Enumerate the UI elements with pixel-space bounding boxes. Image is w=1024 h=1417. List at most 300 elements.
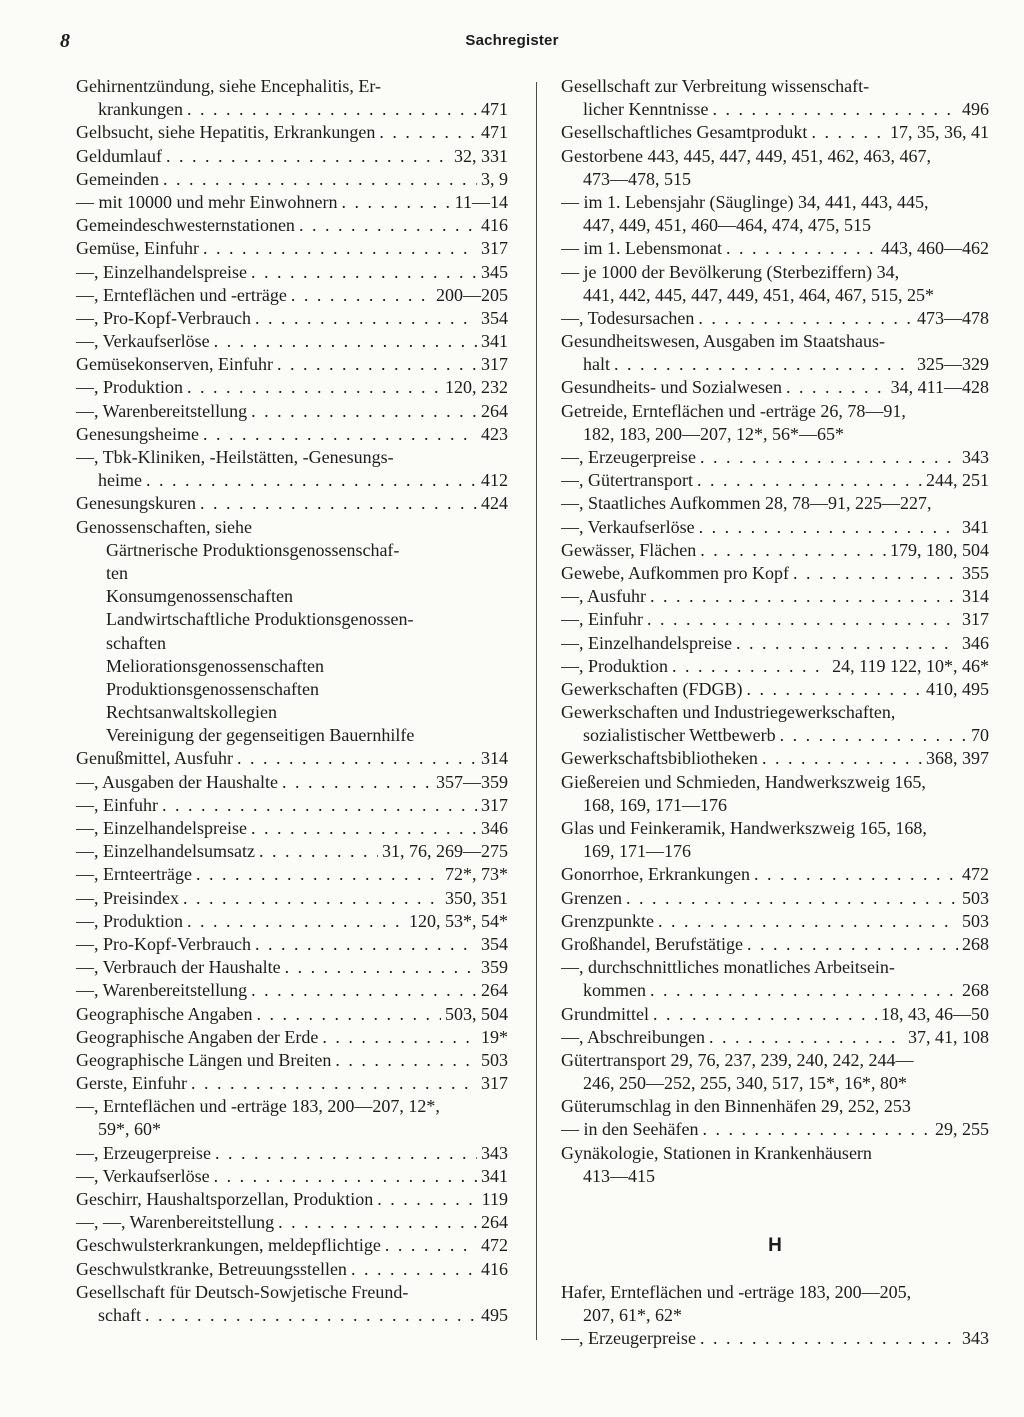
index-entry-line [561, 353, 989, 376]
dot-leader [379, 121, 477, 144]
index-entry-line [76, 1211, 508, 1234]
page-reference: 264 [481, 980, 508, 1001]
page-reference: 268 [962, 980, 989, 1001]
index-entry-line [561, 1003, 989, 1026]
index-entry-line: Glas und Feinkeramik, Handwerkszweig 165, 168, [561, 818, 927, 838]
blank-line [561, 1211, 989, 1234]
index-entry-line [76, 1003, 508, 1026]
dot-leader [377, 1188, 477, 1211]
index-entry-line: 168, 169, 171—176 [583, 794, 727, 815]
blank-line [561, 1258, 989, 1281]
index-entry-line: 59*, 60* [98, 1119, 161, 1140]
running-head: Sachregister [465, 32, 559, 49]
dot-leader [200, 492, 477, 515]
dot-leader [698, 307, 913, 330]
dot-leader [255, 307, 477, 330]
page-reference: 70 [971, 725, 989, 746]
dot-leader [672, 655, 828, 678]
index-entry-line: Gewerkschaften und Industriegewerkschaften, [561, 702, 896, 723]
index-entry-line: Gynäkologie, Stationen in Krankenhäusern [561, 1142, 872, 1163]
entry-term: Genesungskuren [76, 493, 196, 514]
page-reference: 32, 331 [454, 145, 508, 166]
page-reference: 200—205 [436, 284, 508, 305]
entry-term: Gesundheits- und Sozialwesen [561, 377, 782, 398]
dot-leader [341, 191, 450, 214]
page-reference: 341 [481, 331, 508, 352]
dot-leader [793, 562, 958, 585]
index-entry-line: 169, 171—176 [583, 841, 691, 862]
blank-line [561, 1188, 989, 1211]
page-reference: 359 [481, 957, 508, 978]
index-entry-line [76, 353, 508, 376]
index-entry-line [76, 400, 508, 423]
dot-leader [214, 330, 477, 353]
dot-leader [699, 516, 958, 539]
entry-term: Gonorrhoe, Erkrankungen [561, 864, 750, 885]
index-entry-line [561, 910, 989, 933]
dot-leader [322, 1026, 477, 1049]
index-entry-line: 413—415 [583, 1165, 655, 1186]
entry-term: —, Ausgaben der Haushalte [76, 771, 278, 792]
dot-leader [736, 632, 958, 655]
entry-term: Gesellschaftliches Gesamtprodukt [561, 122, 808, 143]
entry-term: Gemüsekonserven, Einfuhr [76, 354, 273, 375]
page-reference: 424 [481, 493, 508, 514]
index-entry-line: 246, 250—252, 255, 340, 517, 15*, 16*, 80* [583, 1073, 907, 1094]
index-entry-line: —, Ernteflächen und -erträge 183, 200—207, 12*, [76, 1096, 440, 1117]
dot-leader [811, 121, 886, 144]
entry-term: halt [583, 354, 610, 375]
entry-term: —, Ernteerträge [76, 864, 192, 885]
page-reference: 264 [481, 400, 508, 421]
index-entry-line: 441, 442, 445, 447, 449, 451, 464, 467, 515, 25* [583, 284, 934, 305]
entry-term: Geschwulstkranke, Betreuungsstellen [76, 1258, 347, 1279]
entry-term: Grenzpunkte [561, 910, 654, 931]
page-reference: 244, 251 [926, 470, 989, 491]
index-entry-line [76, 284, 508, 307]
index-entry-line [76, 747, 508, 770]
dot-leader [183, 887, 441, 910]
dot-leader [700, 539, 886, 562]
page-reference: 471 [481, 122, 508, 143]
entry-term: Gelbsucht, siehe Hepatitis, Erkrankungen [76, 122, 376, 143]
page-reference: 179, 180, 504 [890, 539, 989, 560]
entry-term: sozialistischer Wettbewerb [583, 725, 776, 746]
page-reference: 314 [962, 586, 989, 607]
dot-leader [237, 747, 477, 770]
entry-term: —, Einzelhandelspreise [76, 818, 247, 838]
page-reference: 471 [481, 99, 508, 120]
dot-leader [251, 261, 477, 284]
entry-term: —, Produktion [76, 910, 184, 931]
dot-leader [650, 585, 958, 608]
dot-leader [282, 771, 432, 794]
dot-leader [702, 1118, 931, 1141]
index-entry-line [76, 956, 508, 979]
index-entry-line: — je 1000 der Bevölkerung (Sterbeziffern) 34, [561, 261, 900, 282]
entry-term: —, Verkaufserlöse [561, 516, 695, 537]
dot-leader [163, 168, 477, 191]
index-entry-line: Landwirtschaftliche Produktionsgenossen- [106, 609, 414, 630]
dot-leader [251, 817, 477, 840]
page-reference: 343 [962, 1328, 989, 1349]
dot-leader [196, 863, 441, 886]
page-reference: 24, 119 122, 10*, 46* [832, 655, 989, 676]
entry-term: Genußmittel, Ausfuhr [76, 748, 233, 769]
page-reference: 11—14 [454, 191, 508, 212]
index-entry-line [561, 98, 989, 121]
page-reference: 346 [962, 632, 989, 653]
page-reference: 317 [481, 354, 508, 375]
entry-term: —, Einfuhr [76, 794, 158, 815]
index-entry-line: schaften [106, 632, 166, 653]
entry-term: —, Produktion [561, 655, 669, 676]
entry-term: Gemeindeschwesternstationen [76, 215, 295, 236]
dot-leader [747, 933, 958, 956]
dot-leader [658, 910, 958, 933]
entry-term: Geschwulsterkrankungen, meldepflichtige [76, 1235, 381, 1256]
page-number: 8 [60, 30, 70, 52]
index-entry-line [76, 933, 508, 956]
index-entry-line [76, 1304, 508, 1327]
dot-leader [162, 794, 477, 817]
entry-term: —, Einfuhr [561, 609, 643, 630]
entry-term: Geschirr, Haushaltsporzellan, Produktion [76, 1189, 374, 1209]
index-entry-line: — im 1. Lebensjahr (Säuglinge) 34, 441, 443, 445, [561, 191, 929, 212]
index-entry-line: Hafer, Ernteflächen und -erträge 183, 200—205, [561, 1281, 912, 1302]
index-entry-line [76, 1142, 508, 1165]
index-entry-line [76, 168, 508, 191]
index-entry-line: Konsumgenossenschaften [106, 586, 293, 607]
page-reference: 325—329 [917, 354, 989, 375]
dot-leader [746, 678, 922, 701]
index-entry-line [561, 632, 989, 655]
index-entry-line [76, 98, 508, 121]
page-reference: 472 [481, 1235, 508, 1256]
dot-leader [187, 376, 441, 399]
dot-leader [700, 1327, 958, 1350]
entry-term: Gewässer, Flächen [561, 539, 697, 560]
index-entry-line: Genossenschaften, siehe [76, 516, 252, 537]
page-reference: 503 [962, 910, 989, 931]
dot-leader [351, 1258, 477, 1281]
dot-leader [299, 214, 477, 237]
index-column-left [76, 75, 508, 1327]
entry-term: —, Verkaufserlöse [76, 1165, 210, 1186]
index-entry-line [76, 910, 508, 933]
dot-leader [203, 423, 477, 446]
entry-term: —, Warenbereitstellung [76, 980, 248, 1001]
index-entry-line [561, 724, 989, 747]
index-entry-line: 447, 449, 451, 460—464, 474, 475, 515 [583, 215, 871, 236]
index-entry-line [561, 446, 989, 469]
index-entry-line [76, 1188, 508, 1211]
entry-term: —, Ernteflächen und -erträge [76, 284, 287, 305]
index-entry-line [76, 261, 508, 284]
dot-leader [762, 747, 922, 770]
dot-leader [251, 979, 477, 1002]
index-entry-line [561, 469, 989, 492]
entry-term: —, Warenbereitstellung [76, 400, 248, 421]
page-reference: 317 [481, 794, 508, 815]
column-divider [536, 82, 537, 1340]
page-reference: 496 [962, 99, 989, 120]
index-entry-line [76, 863, 508, 886]
entry-term: Grundmittel [561, 1003, 649, 1024]
entry-term: heime [98, 470, 142, 491]
dot-leader [726, 237, 877, 260]
page-reference: 317 [962, 609, 989, 630]
index-entry-line [561, 863, 989, 886]
dot-leader [335, 1049, 477, 1072]
index-entry-line [76, 330, 508, 353]
index-entry-line [561, 678, 989, 701]
page-reference: 345 [481, 261, 508, 282]
index-column-right [561, 75, 989, 1350]
index-entry-line [76, 794, 508, 817]
dot-leader [278, 1211, 477, 1234]
index-entry-line [76, 145, 508, 168]
entry-term: —, —, Warenbereitstellung [76, 1212, 275, 1233]
index-entry-line [76, 1234, 508, 1257]
entry-term: kommen [583, 980, 646, 1001]
page-reference: 317 [481, 1073, 508, 1094]
dot-leader [385, 1234, 477, 1257]
index-entry-line [76, 1165, 508, 1188]
index-entry-line: —, Tbk-Kliniken, -Heilstätten, -Genesungs- [76, 447, 394, 467]
page-reference: 357—359 [436, 771, 508, 792]
entry-term: krankungen [98, 99, 183, 120]
page-reference: 341 [962, 516, 989, 537]
index-entry-line: 207, 61*, 62* [583, 1304, 682, 1325]
dot-leader [187, 98, 477, 121]
entry-term: —, Pro-Kopf-Verbrauch [76, 933, 251, 954]
entry-term: —, Verbrauch der Haushalte [76, 957, 281, 978]
index-entry-line [561, 237, 989, 260]
entry-term: —, Verkaufserlöse [76, 331, 210, 352]
page-reference: 343 [481, 1142, 508, 1163]
index-entry-line [76, 214, 508, 237]
index-entry-line: Vereinigung der gegenseitigen Bauernhilfe [106, 725, 415, 746]
entry-term: Geographische Längen und Breiten [76, 1049, 332, 1070]
page-reference: 264 [481, 1212, 508, 1233]
entry-term: —, Preisindex [76, 887, 179, 908]
index-entry-line [76, 840, 508, 863]
entry-term: —, Todesursachen [561, 307, 695, 328]
index-entry-line [561, 747, 989, 770]
page-reference: 346 [481, 818, 508, 838]
page-reference: 19* [481, 1026, 508, 1047]
entry-term: —, Pro-Kopf-Verbrauch [76, 307, 251, 328]
page-reference: 119 [481, 1189, 508, 1209]
index-entry-line: Getreide, Ernteflächen und -erträge 26, 78—91, [561, 400, 906, 421]
page-reference: 423 [481, 423, 508, 444]
page-reference: 3, 9 [481, 168, 508, 189]
entry-term: Geldumlauf [76, 145, 162, 166]
index-entry-line [76, 979, 508, 1002]
index-entry-line [76, 423, 508, 446]
dot-leader [786, 376, 887, 399]
index-entry-line [76, 307, 508, 330]
index-entry-line [76, 1049, 508, 1072]
dot-leader [614, 353, 913, 376]
index-entry-line [561, 516, 989, 539]
index-entry-line: ten [106, 562, 128, 583]
page-reference: 354 [481, 933, 508, 954]
entry-term: —, Abschreibungen [561, 1026, 705, 1047]
dot-leader [255, 933, 477, 956]
entry-term: Gewerkschaftsbibliotheken [561, 748, 758, 769]
entry-term: schaft [98, 1304, 141, 1325]
page-reference: 495 [481, 1304, 508, 1325]
index-entry-line [76, 1026, 508, 1049]
dot-leader [653, 1003, 877, 1026]
entry-term: Grenzen [561, 887, 622, 908]
dot-leader [712, 98, 958, 121]
page-reference: 503 [481, 1049, 508, 1070]
index-entry-line: Gehirnentzündung, siehe Encephalitis, Er- [76, 76, 382, 96]
page-reference: 350, 351 [445, 887, 508, 908]
dot-leader [187, 910, 405, 933]
dot-leader [191, 1072, 477, 1095]
page-reference: 416 [481, 1258, 508, 1279]
index-entry-line [76, 887, 508, 910]
index-entry-line [76, 237, 508, 260]
entry-term: Geographische Angaben [76, 1003, 253, 1024]
entry-term: Gerste, Einfuhr [76, 1073, 187, 1094]
dot-leader [697, 469, 922, 492]
entry-term: Gemeinden [76, 168, 159, 189]
index-entry-line: 473—478, 515 [583, 168, 691, 189]
page-reference: 120, 53*, 54* [409, 910, 508, 931]
index-entry-line: Gießereien und Schmieden, Handwerkszweig 165, [561, 771, 926, 792]
dot-leader [215, 1142, 477, 1165]
index-entry-line [561, 1026, 989, 1049]
entry-term: Großhandel, Berufstätige [561, 933, 743, 954]
index-entry-line [561, 539, 989, 562]
page-reference: 341 [481, 1165, 508, 1186]
index-entry-line: Gütertransport 29, 76, 237, 239, 240, 242, 244— [561, 1049, 914, 1070]
index-entry-line [561, 376, 989, 399]
dot-leader [700, 446, 958, 469]
entry-term: Geographische Angaben der Erde [76, 1026, 319, 1047]
page-reference: 17, 35, 36, 41 [890, 122, 989, 143]
dot-leader [626, 887, 958, 910]
dot-leader [145, 1304, 477, 1327]
index-entry-line: Produktionsgenossenschaften [106, 678, 319, 699]
dot-leader [647, 608, 958, 631]
page-reference: 29, 255 [935, 1119, 989, 1140]
entry-term: — in den Seehäfen [561, 1119, 699, 1140]
dot-leader [754, 863, 958, 886]
dot-leader [285, 956, 477, 979]
entry-term: licher Kenntnisse [583, 99, 709, 120]
entry-term: —, Ausfuhr [561, 586, 646, 607]
index-entry-line [561, 887, 989, 910]
dot-leader [259, 840, 378, 863]
page-reference: 368, 397 [926, 748, 989, 769]
entry-term: — mit 10000 und mehr Einwohnern [76, 191, 338, 212]
page-reference: 412 [481, 470, 508, 491]
page-reference: 72*, 73* [445, 864, 508, 885]
entry-term: Gewerkschaften (FDGB) [561, 678, 743, 699]
dot-leader [214, 1165, 477, 1188]
dot-leader [166, 145, 450, 168]
entry-term: —, Gütertransport [561, 470, 693, 491]
index-entry-line: Gestorbene 443, 445, 447, 449, 451, 462, 463, 467, [561, 145, 931, 166]
entry-term: Genesungsheime [76, 423, 199, 444]
page-reference: 37, 41, 108 [908, 1026, 989, 1047]
index-entry-line [561, 933, 989, 956]
page-reference: 472 [962, 864, 989, 885]
index-entry-line [76, 492, 508, 515]
entry-term: Gewebe, Aufkommen pro Kopf [561, 562, 789, 583]
index-entry-line: Gesellschaft für Deutsch-Sowjetische Freund- [76, 1281, 409, 1302]
page-reference: 18, 43, 46—50 [881, 1003, 989, 1024]
dot-leader [146, 469, 477, 492]
page-reference: 503 [962, 887, 989, 908]
dot-leader [251, 400, 477, 423]
page-reference: 343 [962, 447, 989, 467]
dot-leader [650, 979, 958, 1002]
index-entry-line [561, 608, 989, 631]
page-reference: 31, 76, 269—275 [382, 841, 508, 862]
page-reference: 410, 495 [926, 678, 989, 699]
index-entry-line: Güterumschlag in den Binnenhäfen 29, 252, 253 [561, 1096, 911, 1117]
index-entry-line [76, 1258, 508, 1281]
index-entry-line [561, 979, 989, 1002]
page-reference: 268 [962, 933, 989, 954]
page-reference: 354 [481, 307, 508, 328]
entry-term: Gemüse, Einfuhr [76, 238, 199, 259]
page-reference: 314 [481, 748, 508, 769]
index-entry-line [561, 307, 989, 330]
dot-leader [291, 284, 432, 307]
index-entry-line [76, 376, 508, 399]
index-entry-line [76, 191, 508, 214]
index-entry-line [561, 562, 989, 585]
index-entry-line [561, 1327, 989, 1350]
index-entry-line: —, Staatliches Aufkommen 28, 78—91, 225—227, [561, 493, 932, 514]
dot-leader [256, 1003, 441, 1026]
index-entry-line: Meliorationsgenossenschaften [106, 655, 324, 676]
page-reference: 503, 504 [445, 1003, 508, 1024]
index-entry-line [76, 1072, 508, 1095]
entry-term: —, Einzelhandelspreise [76, 261, 247, 282]
page-reference: 355 [962, 562, 989, 583]
page-reference: 473—478 [917, 307, 989, 328]
index-entry-line [561, 655, 989, 678]
page-reference: 34, 411—428 [890, 377, 989, 398]
index-entry-line [76, 121, 508, 144]
dot-leader [277, 353, 477, 376]
index-entry-line: Gesellschaft zur Verbreitung wissenschaft- [561, 76, 870, 96]
dot-leader [203, 237, 477, 260]
page-reference: 317 [481, 238, 508, 259]
section-letter-heading: H [768, 1235, 782, 1257]
entry-term: —, Einzelhandelspreise [561, 632, 732, 653]
entry-term: —, Erzeugerpreise [76, 1142, 211, 1163]
index-entry-line [561, 585, 989, 608]
index-entry-line: 182, 183, 200—207, 12*, 56*—65* [583, 423, 844, 444]
dot-leader [780, 724, 967, 747]
index-entry-line [561, 121, 989, 144]
entry-term: —, Produktion [76, 377, 184, 398]
page-reference: 443, 460—462 [881, 238, 989, 259]
page-reference: 416 [481, 215, 508, 236]
page-reference: 120, 232 [445, 377, 508, 398]
dot-leader [709, 1026, 904, 1049]
